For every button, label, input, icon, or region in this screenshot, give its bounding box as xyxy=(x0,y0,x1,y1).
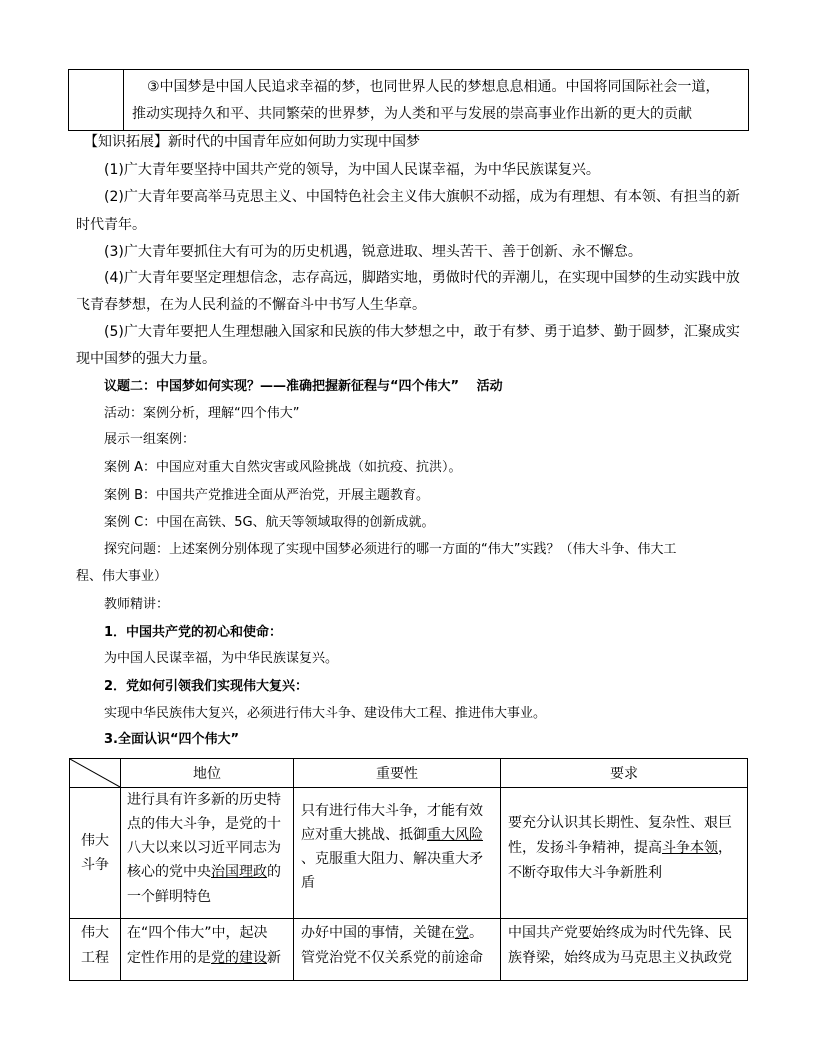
header-importance xyxy=(294,759,501,788)
great-struggle-importance xyxy=(294,788,501,919)
great-struggle-importance-line xyxy=(301,828,483,842)
requirement-comma: ， xyxy=(718,840,732,856)
status-text-end: 新 xyxy=(267,950,281,966)
importance-text: 办好中国的事情，关键在 xyxy=(301,925,455,941)
great-project-requirement xyxy=(501,919,748,981)
great-project-status-line: 在“四个伟大”中，起决 xyxy=(127,925,268,941)
great-project-name-a: 伟大 xyxy=(81,925,109,941)
top-table xyxy=(68,69,749,131)
underlined-party-building: 党的建设 xyxy=(211,950,267,966)
row-great-project-name xyxy=(70,919,121,981)
point-1-text: 为中国人民谋幸福，为中华民族谋复兴。 xyxy=(104,651,339,666)
knowledge-point-5a: (5)广大青年要把人生理想融入国家和民族的伟大梦想之中，敢于有梦、勇于追梦、勤于圆梦，汇聚成实 xyxy=(104,324,740,340)
status-text-end: 的 xyxy=(267,864,281,880)
great-struggle-name-a: 伟大 xyxy=(81,833,109,849)
underlined-major-risk: 重大风险 xyxy=(427,827,483,843)
great-struggle-status-line: 八大以来以习近平同志为 xyxy=(127,840,281,856)
requirement-text: 性，发扬斗争精神，提高 xyxy=(508,840,662,856)
question-line-b: 程、伟大事业） xyxy=(76,569,168,584)
header-status xyxy=(121,759,294,788)
status-text: 定性作用的是 xyxy=(127,950,211,966)
top-table-line-1: ③中国梦是中国人民追求幸福的梦，也同世界人民的梦想息息相通。中国将同国际社会一道， xyxy=(147,79,720,95)
great-project-requirement-line: 族脊梁，始终成为马克思主义执政党 xyxy=(508,950,732,966)
great-struggle-status-line: 一个鲜明特色 xyxy=(127,889,211,905)
great-struggle-importance-line: 、克服重大阻力、解决重大矛 xyxy=(301,851,483,867)
top-table-content-cell xyxy=(124,70,749,131)
question-line-a: 探究问题：上述案例分别体现了实现中国梦必须进行的哪一方面的“伟大”实践？（伟大斗争、伟大工 xyxy=(104,542,677,557)
teacher-explain: 教师精讲： xyxy=(104,597,170,612)
diagonal-line xyxy=(70,759,120,787)
activity-line: 活动：案例分析，理解“四个伟大” xyxy=(104,406,300,421)
top-table-line-2: 推动实现持久和平、共同繁荣的世界梦，为人类和平与发展的崇高事业作出新的更大的贡献 xyxy=(132,106,692,122)
great-struggle-requirement-line: 要充分认识其长期性、复杂性、艰巨 xyxy=(508,815,732,831)
case-a: 案例 A：中国应对重大自然灾害或风险挑战（如抗疫、抗洪）。 xyxy=(104,460,462,475)
great-struggle-status-line: 进行具有许多新的历史特 xyxy=(127,792,281,808)
header-requirement xyxy=(501,759,748,788)
underlined-struggle-skill: 斗争本领 xyxy=(662,840,718,856)
knowledge-point-1: (1)广大青年要坚持中国共产党的领导，为中国人民谋幸福，为中华民族谋复兴。 xyxy=(104,162,600,178)
point-2-text: 实现中华民族伟大复兴，必须进行伟大斗争、建设伟大工程、推进伟大事业。 xyxy=(104,706,547,721)
great-project-status-line xyxy=(127,951,281,965)
great-struggle-importance-line: 只有进行伟大斗争，才能有效 xyxy=(301,803,483,819)
row-great-struggle-name xyxy=(70,788,121,919)
great-project-importance-line: 管党治党不仅关系党的前途命 xyxy=(301,950,483,966)
great-struggle-importance-line: 盾 xyxy=(301,875,315,891)
status-text: 核心的党中央 xyxy=(127,864,211,880)
great-struggle-status xyxy=(121,788,294,919)
great-project-status xyxy=(121,919,294,981)
great-struggle-requirement-line xyxy=(508,841,732,855)
great-struggle-status-line xyxy=(127,865,281,879)
great-project-importance xyxy=(294,919,501,981)
point-3-heading: 3.全面认识“四个伟大” xyxy=(104,732,240,747)
knowledge-point-4a: (4)广大青年要坚定理想信念，志存高远，脚踏实地，勇做时代的弄潮儿，在实现中国梦的生动实践中放 xyxy=(104,270,740,286)
point-2-heading: 2．党如何引领我们实现伟大复兴： xyxy=(104,679,309,694)
knowledge-heading: 【知识拓展】新时代的中国青年应如何助力实现中国梦 xyxy=(84,134,420,150)
importance-period: 。 xyxy=(469,925,483,941)
knowledge-point-4b: 飞青春梦想，在为人民利益的不懈奋斗中书写人生华章。 xyxy=(76,297,426,313)
great-struggle-requirement xyxy=(501,788,748,919)
knowledge-point-3: (3)广大青年要抓住大有可为的历史机遇，锐意进取、埋头苦干、善于创新、永不懈怠。 xyxy=(104,244,642,260)
header-requirement-label: 要求 xyxy=(610,766,638,782)
underlined-party: 党 xyxy=(455,925,469,941)
header-status-label: 地位 xyxy=(193,766,221,782)
great-project-requirement-line: 中国共产党要始终成为时代先锋、民 xyxy=(508,925,732,941)
four-greats-table xyxy=(69,758,748,981)
importance-text: 应对重大挑战、抵御 xyxy=(301,827,427,843)
knowledge-point-5b: 现中国梦的强大力量。 xyxy=(76,351,216,367)
great-project-name-b: 工程 xyxy=(81,950,109,966)
show-cases-line: 展示一组案例： xyxy=(104,432,196,447)
header-diagonal-cell xyxy=(70,759,121,788)
point-1-heading: 1．中国共产党的初心和使命： xyxy=(104,625,283,640)
great-project-importance-line xyxy=(301,926,483,940)
knowledge-point-2a: (2)广大青年要高举马克思主义、中国特色社会主义伟大旗帜不动摇，成为有理想、有本领、有担当的新 xyxy=(104,189,740,205)
great-struggle-name-b: 斗争 xyxy=(81,857,109,873)
underlined-governance: 治国理政 xyxy=(211,864,267,880)
top-table-left-cell xyxy=(69,70,124,131)
great-struggle-status-line: 点的伟大斗争，是党的十 xyxy=(127,816,281,832)
topic-2-title: 议题二：中国梦如何实现？——准确把握新征程与“四个伟大” 活动 xyxy=(104,379,503,394)
great-struggle-requirement-line: 不断夺取伟大斗争新胜利 xyxy=(508,865,662,881)
case-c: 案例 C：中国在高铁、5G、航天等领域取得的创新成就。 xyxy=(104,515,435,530)
header-importance-label: 重要性 xyxy=(376,766,418,782)
case-b: 案例 B：中国共产党推进全面从严治党，开展主题教育。 xyxy=(104,488,430,503)
knowledge-point-2b: 时代青年。 xyxy=(76,217,146,233)
